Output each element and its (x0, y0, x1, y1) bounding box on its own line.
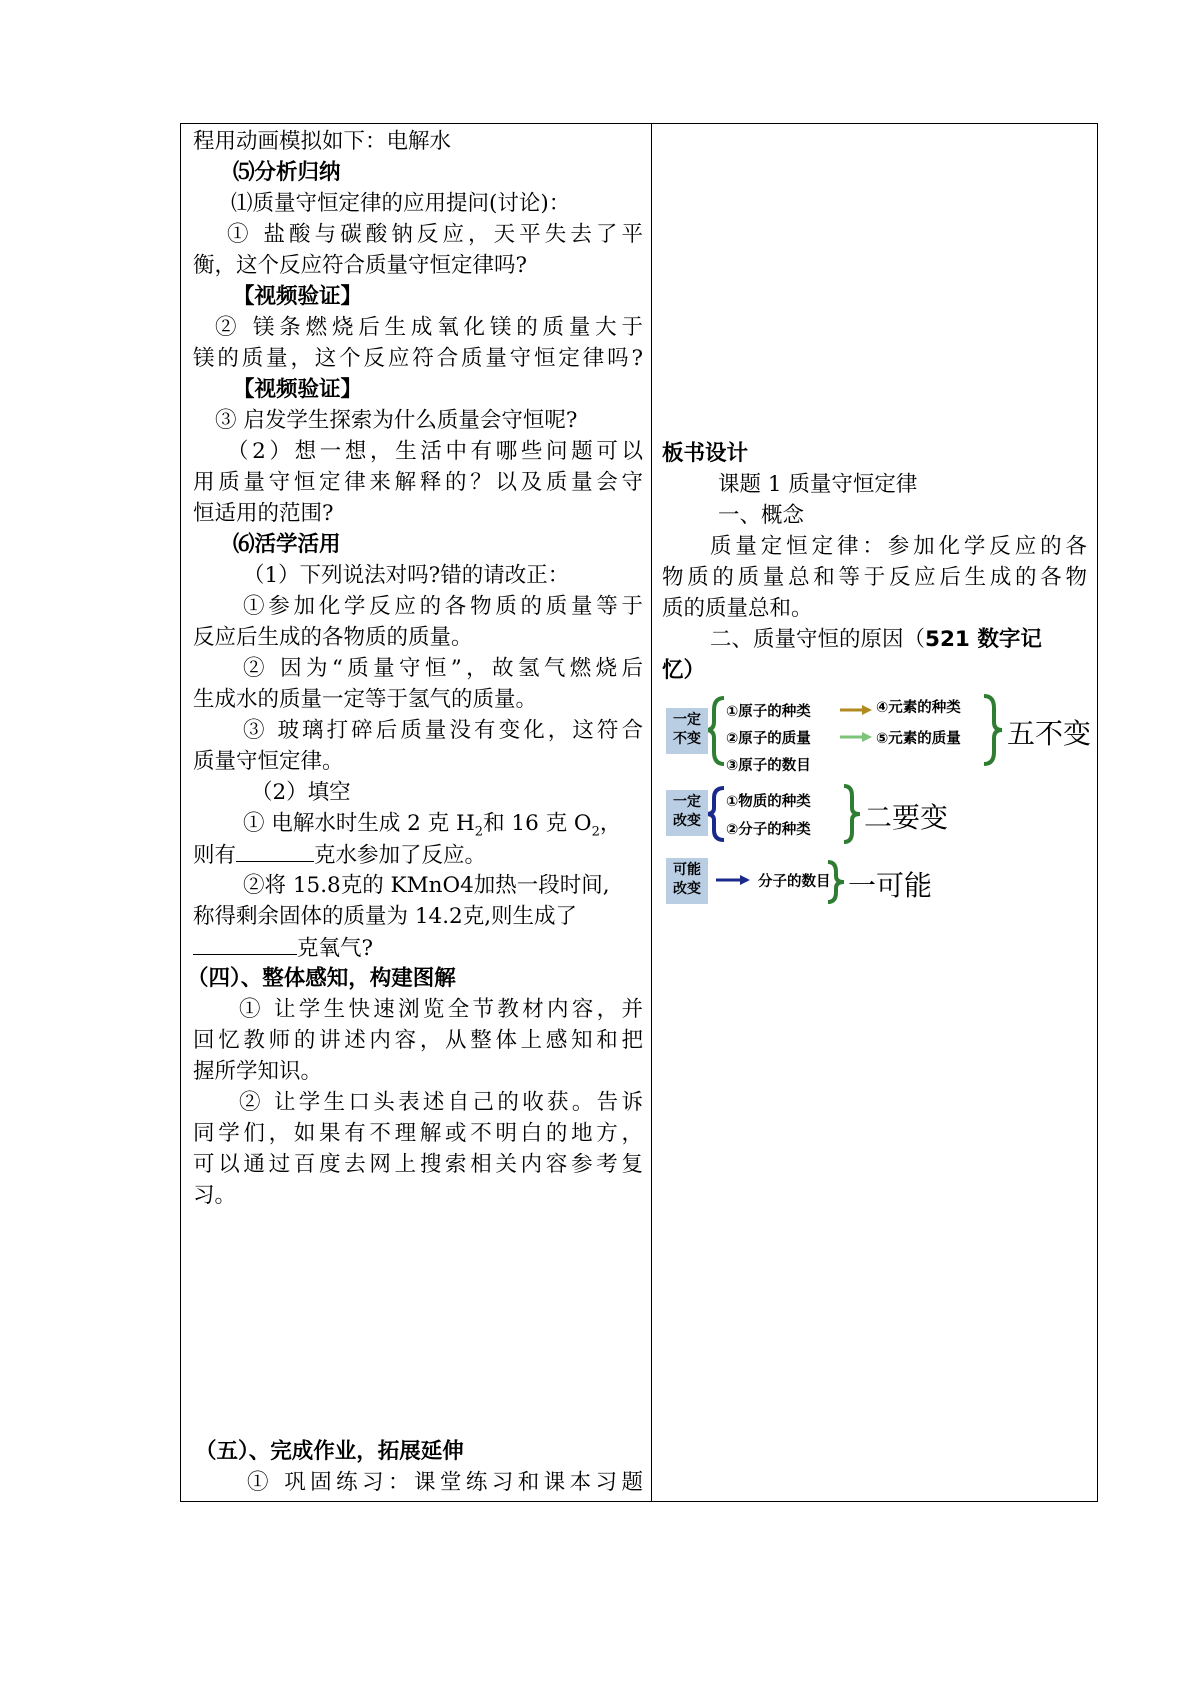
label-box (666, 708, 708, 754)
text-line: ① 让学生快速浏览全节教材内容，并 (239, 997, 643, 1022)
text-line: 回忆教师的讲述内容，从整体上感知和把 (193, 1028, 643, 1053)
box-line: 一定 (673, 794, 701, 810)
text-line: 质量守恒定律。 (193, 749, 344, 774)
left-brace (706, 698, 724, 764)
text-line: 习。 (193, 1183, 237, 1208)
text-line: 称得剩余固体的质量为 14.2克,则生成了 (193, 904, 578, 929)
answer-blank[interactable] (193, 932, 297, 955)
diagram-result: ④元素的种类 (876, 700, 961, 716)
diagram-item: ②原子的质量 (726, 731, 811, 747)
text-fragment: 克水参加了反应。 (314, 843, 487, 868)
text-fragment: 521 数字记 (925, 627, 1042, 652)
text-line (193, 932, 373, 963)
section-heading: ⑹活学活用 (233, 532, 341, 557)
text-fragment: ① 电解水时生成 2 克 H (243, 811, 475, 836)
section-heading: （五）、完成作业，拓展延伸 (195, 1439, 464, 1464)
subscript: 2 (591, 824, 600, 840)
text-fragment: 克氧气? (297, 936, 374, 961)
text-line: ②将 15.8克的 KMnO4加热一段时间, (243, 873, 610, 898)
diagram-item: ②分子的种类 (726, 822, 811, 838)
text-line: （2）想一想，生活中有哪些问题可以 (227, 439, 643, 464)
text-fragment: 二、质量守恒的原因（ (710, 627, 926, 652)
left-brace (706, 788, 724, 840)
text-fragment: 和 16 克 O (483, 811, 592, 836)
text-line: （1）下列说法对吗?错的请改正： (243, 563, 570, 588)
box-line: 改变 (673, 881, 701, 897)
arrow-head-icon (862, 732, 872, 742)
text-line (710, 624, 1042, 655)
right-brace (844, 786, 860, 842)
lesson-title: 课题 1 质量守恒定律 (718, 472, 918, 497)
text-line: ① 盐酸与碳酸钠反应，天平失去了平 (227, 222, 643, 247)
text-fragment: ， (599, 811, 622, 836)
section-heading: ⑸分析归纳 (233, 160, 341, 185)
text-line: 同学们，如果有不理解或不明白的地方， (193, 1121, 643, 1146)
text-line: 用质量守恒定律来解释的？以及质量会守 (193, 470, 643, 495)
text-fragment: 则有 (193, 843, 237, 868)
text-line: 反应后生成的各物质的质量。 (193, 625, 473, 650)
diagram-item: ①物质的种类 (726, 794, 811, 810)
diagram-item: ①原子的种类 (726, 704, 811, 720)
section-heading: 【视频验证】 (233, 377, 363, 402)
text-line: ② 因为“质量守恒”，故氢气燃烧后 (243, 656, 643, 681)
text-line: 握所学知识。 (193, 1059, 323, 1084)
section-heading: 【视频验证】 (233, 284, 363, 309)
text-line: 镁的质量，这个反应符合质量守恒定律吗? (193, 346, 643, 371)
column-divider (651, 124, 652, 1501)
text-line: 可以通过百度去网上搜索相关内容参考复 (193, 1152, 643, 1177)
box-line: 一定 (673, 712, 701, 728)
text-line: ⑴质量守恒定律的应用提问(讨论)： (231, 191, 571, 216)
text-line: 生成水的质量一定等于氢气的质量。 (193, 687, 538, 712)
text-line: ③ 玻璃打碎后质量没有变化，这符合 (243, 718, 643, 743)
arrow-head-icon (862, 705, 872, 715)
right-brace (984, 696, 1002, 764)
text-line: 衡，这个反应符合质量守恒定律吗? (193, 253, 528, 278)
lesson-plan-table (180, 123, 1098, 1502)
text-line: 恒适用的范围? (193, 501, 334, 526)
text-line: 质量定恒定律：参加化学反应的各 (710, 534, 1087, 559)
box-line: 可能 (673, 862, 701, 878)
answer-blank[interactable] (236, 839, 314, 862)
subscript: 2 (474, 824, 484, 840)
diagram-result: ⑤元素的质量 (876, 731, 961, 747)
text-line: 程用动画模拟如下：电解水 (193, 129, 452, 154)
text-line: 忆） (662, 658, 706, 683)
box-line: 不变 (673, 731, 701, 747)
diagram-item: ③原子的数目 (726, 758, 811, 774)
text-line (193, 839, 486, 870)
text-line (243, 808, 621, 839)
diagram-label: 五不变 (1007, 717, 1092, 750)
box-line: 改变 (673, 813, 701, 829)
arrow-head-icon (740, 875, 750, 885)
diagram-label: 一可能 (848, 869, 933, 902)
text-line: 质的质量总和。 (662, 596, 813, 621)
text-line: 一、概念 (718, 503, 805, 528)
text-line: ② 镁条燃烧后生成氧化镁的质量大于 (215, 315, 643, 340)
text-line: ② 让学生口头表述自己的收获。告诉 (239, 1090, 643, 1115)
label-box (666, 790, 708, 836)
diagram-label: 二要变 (864, 801, 949, 834)
section-heading: （四）、整体感知，构建图解 (187, 966, 456, 991)
diagram-item: 分子的数目 (758, 874, 831, 890)
label-box (666, 858, 708, 904)
board-design-heading: 板书设计 (662, 441, 749, 466)
text-line: ③ 启发学生探索为什么质量会守恒呢? (215, 408, 578, 433)
text-line: （2）填空 (251, 780, 351, 805)
text-line: ①参加化学反应的各物质的质量等于 (243, 594, 643, 619)
text-line: ① 巩固练习：课堂练习和课本习题 (247, 1470, 643, 1495)
conservation-diagram (662, 692, 1092, 962)
text-line: 物质的质量总和等于反应后生成的各物 (662, 565, 1087, 590)
